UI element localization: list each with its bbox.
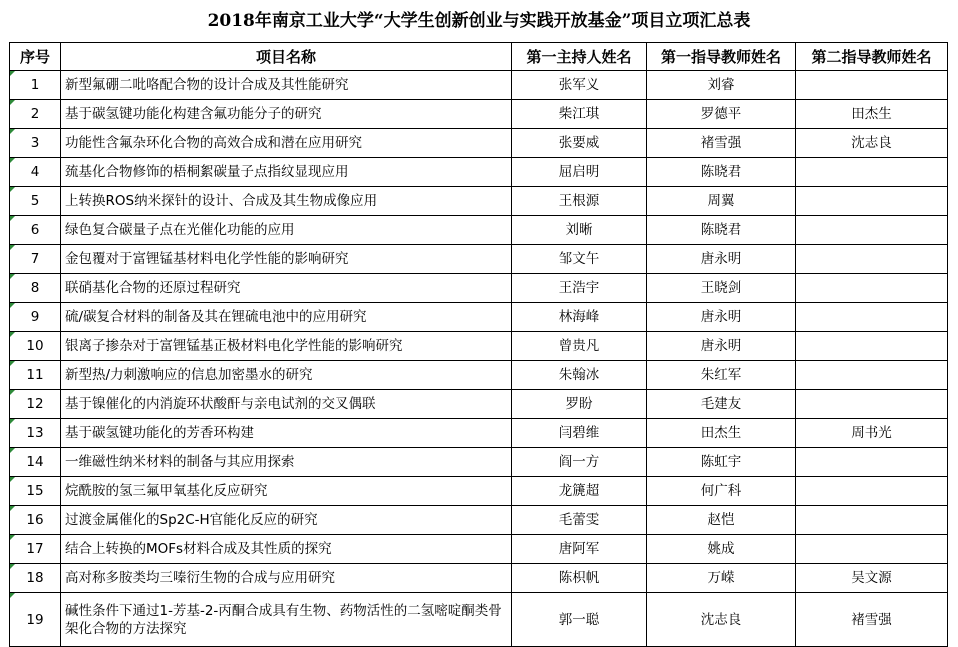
cell-first-advisor[interactable]: 朱红军 — [647, 361, 796, 390]
cell-number[interactable]: 8 — [10, 274, 61, 303]
table-row — [10, 129, 948, 158]
cell-first-advisor[interactable]: 毛建友 — [647, 390, 796, 419]
cell-project-name[interactable]: 新型氟硼二吡咯配合物的设计合成及其性能研究 — [61, 71, 512, 100]
cell-first-host[interactable]: 闫碧维 — [512, 419, 647, 448]
cell-first-advisor[interactable]: 唐永明 — [647, 245, 796, 274]
cell-first-host[interactable]: 屈启明 — [512, 158, 647, 187]
cell-first-advisor[interactable]: 唐永明 — [647, 332, 796, 361]
table-row — [10, 216, 948, 245]
cell-first-host[interactable]: 柴江琪 — [512, 100, 647, 129]
cell-second-advisor[interactable] — [796, 506, 948, 535]
cell-first-host[interactable]: 陈枳帆 — [512, 564, 647, 593]
cell-second-advisor[interactable] — [796, 187, 948, 216]
cell-second-advisor[interactable] — [796, 71, 948, 100]
cell-project-name[interactable]: 巯基化合物修饰的梧桐絮碳量子点指纹显现应用 — [61, 158, 512, 187]
header-cell-project-name[interactable]: 项目名称 — [61, 43, 512, 71]
cell-first-advisor[interactable]: 王晓剑 — [647, 274, 796, 303]
cell-first-host[interactable]: 王浩宇 — [512, 274, 647, 303]
cell-project-name[interactable]: 基于碳氢键功能化构建含氟功能分子的研究 — [61, 100, 512, 129]
cell-first-host[interactable]: 邹文午 — [512, 245, 647, 274]
cell-first-advisor[interactable]: 陈晓君 — [647, 216, 796, 245]
cell-number[interactable]: 18 — [10, 564, 61, 593]
cell-first-host[interactable]: 张要威 — [512, 129, 647, 158]
cell-first-host[interactable]: 张军义 — [512, 71, 647, 100]
cell-project-name[interactable]: 一维磁性纳米材料的制备与其应用探索 — [61, 448, 512, 477]
cell-first-host[interactable]: 阎一方 — [512, 448, 647, 477]
cell-second-advisor[interactable] — [796, 361, 948, 390]
cell-first-advisor[interactable]: 罗德平 — [647, 100, 796, 129]
table-row — [10, 535, 948, 564]
header-cell-first-advisor[interactable]: 第一指导教师姓名 — [647, 43, 796, 71]
cell-first-advisor[interactable]: 万嵘 — [647, 564, 796, 593]
table-row — [10, 593, 948, 647]
cell-first-advisor[interactable]: 赵恺 — [647, 506, 796, 535]
cell-project-name[interactable]: 银离子掺杂对于富锂锰基正极材料电化学性能的影响研究 — [61, 332, 512, 361]
cell-project-name[interactable]: 结合上转换的MOFs材料合成及其性质的探究 — [61, 535, 512, 564]
cell-first-advisor[interactable]: 周翼 — [647, 187, 796, 216]
cell-second-advisor[interactable]: 褚雪强 — [796, 593, 948, 647]
cell-second-advisor[interactable] — [796, 448, 948, 477]
cell-first-host[interactable]: 朱翰冰 — [512, 361, 647, 390]
cell-first-advisor[interactable]: 田杰生 — [647, 419, 796, 448]
cell-second-advisor[interactable] — [796, 390, 948, 419]
cell-number[interactable]: 6 — [10, 216, 61, 245]
cell-number[interactable]: 2 — [10, 100, 61, 129]
header-row — [10, 43, 948, 71]
cell-number[interactable]: 14 — [10, 448, 61, 477]
cell-first-advisor[interactable]: 唐永明 — [647, 303, 796, 332]
cell-number[interactable]: 15 — [10, 477, 61, 506]
cell-first-host[interactable]: 毛蕾雯 — [512, 506, 647, 535]
cell-first-host[interactable]: 曾贵凡 — [512, 332, 647, 361]
cell-first-advisor[interactable]: 陈虹宇 — [647, 448, 796, 477]
cell-number[interactable]: 17 — [10, 535, 61, 564]
cell-first-host[interactable]: 林海峰 — [512, 303, 647, 332]
cell-number[interactable]: 7 — [10, 245, 61, 274]
cell-second-advisor[interactable] — [796, 245, 948, 274]
cell-first-host[interactable]: 唐阿军 — [512, 535, 647, 564]
cell-number[interactable]: 19 — [10, 593, 61, 647]
cell-second-advisor[interactable]: 周书光 — [796, 419, 948, 448]
header-cell-second-advisor[interactable]: 第二指导教师姓名 — [796, 43, 948, 71]
cell-project-name[interactable]: 功能性含氟杂环化合物的高效合成和潜在应用研究 — [61, 129, 512, 158]
table-row — [10, 506, 948, 535]
cell-project-name[interactable]: 联硝基化合物的还原过程研究 — [61, 274, 512, 303]
cell-second-advisor[interactable] — [796, 535, 948, 564]
cell-project-name[interactable]: 基于碳氢键功能化的芳香环构建 — [61, 419, 512, 448]
table-row — [10, 448, 948, 477]
cell-first-host[interactable]: 刘晰 — [512, 216, 647, 245]
table-row — [10, 100, 948, 129]
cell-second-advisor[interactable]: 吴文源 — [796, 564, 948, 593]
cell-project-name[interactable]: 过渡金属催化的Sp2C-H官能化反应的研究 — [61, 506, 512, 535]
cell-first-advisor[interactable]: 褚雪强 — [647, 129, 796, 158]
cell-first-advisor[interactable]: 姚成 — [647, 535, 796, 564]
cell-first-host[interactable]: 罗盼 — [512, 390, 647, 419]
cell-first-host[interactable]: 郭一聪 — [512, 593, 647, 647]
cell-number[interactable]: 4 — [10, 158, 61, 187]
cell-project-name[interactable]: 基于镍催化的内消旋环状酸酐与亲电试剂的交叉偶联 — [61, 390, 512, 419]
cell-second-advisor[interactable] — [796, 332, 948, 361]
cell-number[interactable]: 11 — [10, 361, 61, 390]
cell-first-host[interactable]: 龙篪超 — [512, 477, 647, 506]
cell-project-name[interactable]: 上转换ROS纳米探针的设计、合成及其生物成像应用 — [61, 187, 512, 216]
cell-project-name[interactable]: 烷酰胺的氢三氟甲氧基化反应研究 — [61, 477, 512, 506]
cell-number[interactable]: 10 — [10, 332, 61, 361]
header-cell-number[interactable]: 序号 — [10, 43, 61, 71]
cell-second-advisor[interactable] — [796, 158, 948, 187]
table-row — [10, 274, 948, 303]
cell-number[interactable]: 12 — [10, 390, 61, 419]
table-row — [10, 245, 948, 274]
cell-number[interactable]: 3 — [10, 129, 61, 158]
cell-number[interactable]: 9 — [10, 303, 61, 332]
cell-first-advisor[interactable]: 刘睿 — [647, 71, 796, 100]
cell-number[interactable]: 16 — [10, 506, 61, 535]
cell-first-host[interactable]: 王根源 — [512, 187, 647, 216]
table-row — [10, 332, 948, 361]
cell-second-advisor[interactable] — [796, 477, 948, 506]
cell-project-name[interactable]: 新型热/力刺激响应的信息加密墨水的研究 — [61, 361, 512, 390]
cell-project-name[interactable]: 高对称多胺类均三嗪衍生物的合成与应用研究 — [61, 564, 512, 593]
cell-project-name[interactable]: 硫/碳复合材料的制备及其在锂硫电池中的应用研究 — [61, 303, 512, 332]
cell-first-advisor[interactable]: 陈晓君 — [647, 158, 796, 187]
table-row — [10, 419, 948, 448]
cell-project-name[interactable]: 绿色复合碳量子点在光催化功能的应用 — [61, 216, 512, 245]
header-cell-first-host[interactable]: 第一主持人姓名 — [512, 43, 647, 71]
project-table — [9, 42, 948, 647]
table-row — [10, 158, 948, 187]
table-row — [10, 361, 948, 390]
cell-number[interactable]: 1 — [10, 71, 61, 100]
cell-second-advisor[interactable] — [796, 303, 948, 332]
table-row — [10, 477, 948, 506]
table-row — [10, 71, 948, 100]
table-row — [10, 390, 948, 419]
cell-number[interactable]: 5 — [10, 187, 61, 216]
cell-second-advisor[interactable] — [796, 216, 948, 245]
cell-second-advisor[interactable]: 沈志良 — [796, 129, 948, 158]
cell-second-advisor[interactable]: 田杰生 — [796, 100, 948, 129]
table-row — [10, 187, 948, 216]
table-row — [10, 303, 948, 332]
cell-second-advisor[interactable] — [796, 274, 948, 303]
table-row — [10, 564, 948, 593]
cell-number[interactable]: 13 — [10, 419, 61, 448]
sheet-title: 2018年南京工业大学“大学生创新创业与实践开放基金”项目立项汇总表 — [207, 11, 751, 31]
cell-first-advisor[interactable]: 何广科 — [647, 477, 796, 506]
cell-project-name[interactable]: 金包覆对于富锂锰基材料电化学性能的影响研究 — [61, 245, 512, 274]
cell-first-advisor[interactable]: 沈志良 — [647, 593, 796, 647]
cell-project-name[interactable]: 碱性条件下通过1-芳基-2-丙酮合成具有生物、药物活性的二氢嘧啶酮类骨架化合物的方法探究 — [61, 593, 512, 647]
